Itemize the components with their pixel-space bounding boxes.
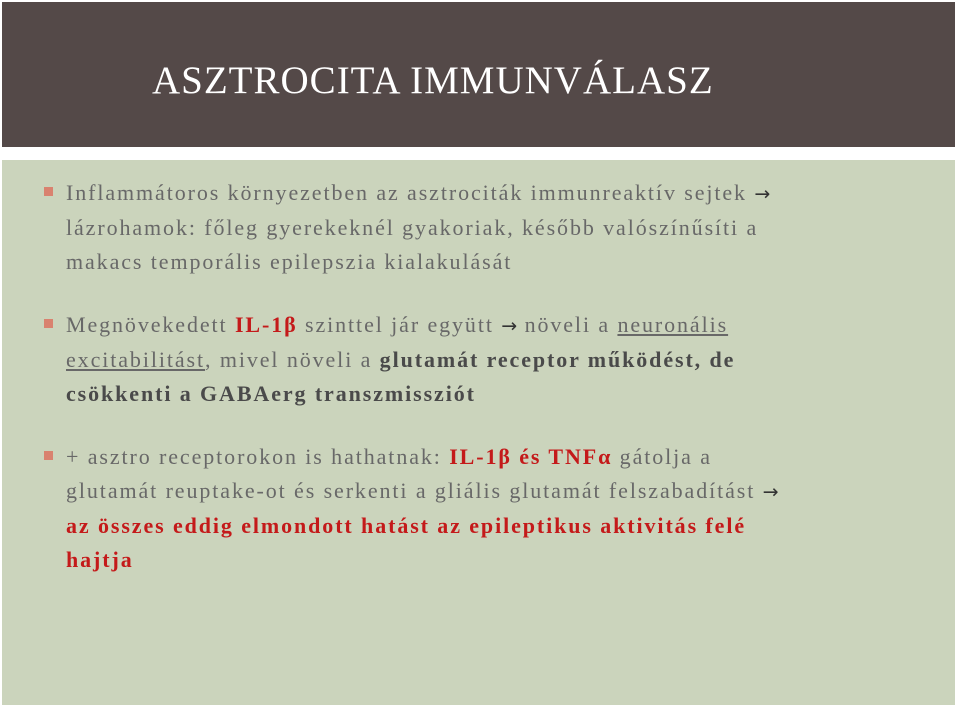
bullet-1-line-1: Inflammátoros környezetben az asztrociták immunreaktív sejtek → [66,180,771,205]
neuronalis-underlined: neuronális [617,312,729,337]
conclusion-line-1: az összes eddig elmondott hatást az epileptikus aktivitás felé [66,513,747,538]
title-bar [2,2,955,147]
square-bullet-icon [44,451,53,460]
bullet-2-line-2: excitabilitást, mivel növeli a glutamát receptor működést, de [66,347,736,372]
bullet-1-line-3: makacs temporális epilepszia kialakulását [66,249,513,274]
bullet-2-line-1: Megnövekedett IL-1β szinttel jár együtt → növeli a neuronális [66,312,729,337]
glutamat-receptor-bold: glutamát receptor működést, de [379,347,736,372]
bullet-3 [44,440,944,577]
il1b-tnfa-highlight: IL-1β és TNFα [449,444,613,469]
arrow-right-icon: → [501,315,518,337]
excitabilitast-underlined: excitabilitást [66,347,206,372]
content-area [2,160,955,705]
arrow-right-icon: → [754,183,771,205]
conclusion-line-2: hajtja [66,547,134,572]
arrow-right-icon: → [762,481,779,503]
square-bullet-icon [44,319,53,328]
square-bullet-icon [44,187,53,196]
bullet-list [44,176,944,606]
bullet-3-line-2: glutamát reuptake-ot és serkenti a gliális glutamát felszabadítást → [66,478,779,503]
bullet-2 [44,308,944,411]
il1b-highlight: IL-1β [234,312,298,337]
bullet-1-line-2: lázrohamok: főleg gyerekeknél gyakoriak, később valószínűsíti a [66,215,759,240]
bullet-1 [44,176,944,279]
gabaerg-bold: csökkenti a GABAerg transzmissziót [66,381,476,406]
bullet-3-line-1: + asztro receptorokon is hathatnak: IL-1β és TNFα gátolja a [66,444,712,469]
slide-title: ASZTROCITA IMMUNVÁLASZ [152,59,714,102]
